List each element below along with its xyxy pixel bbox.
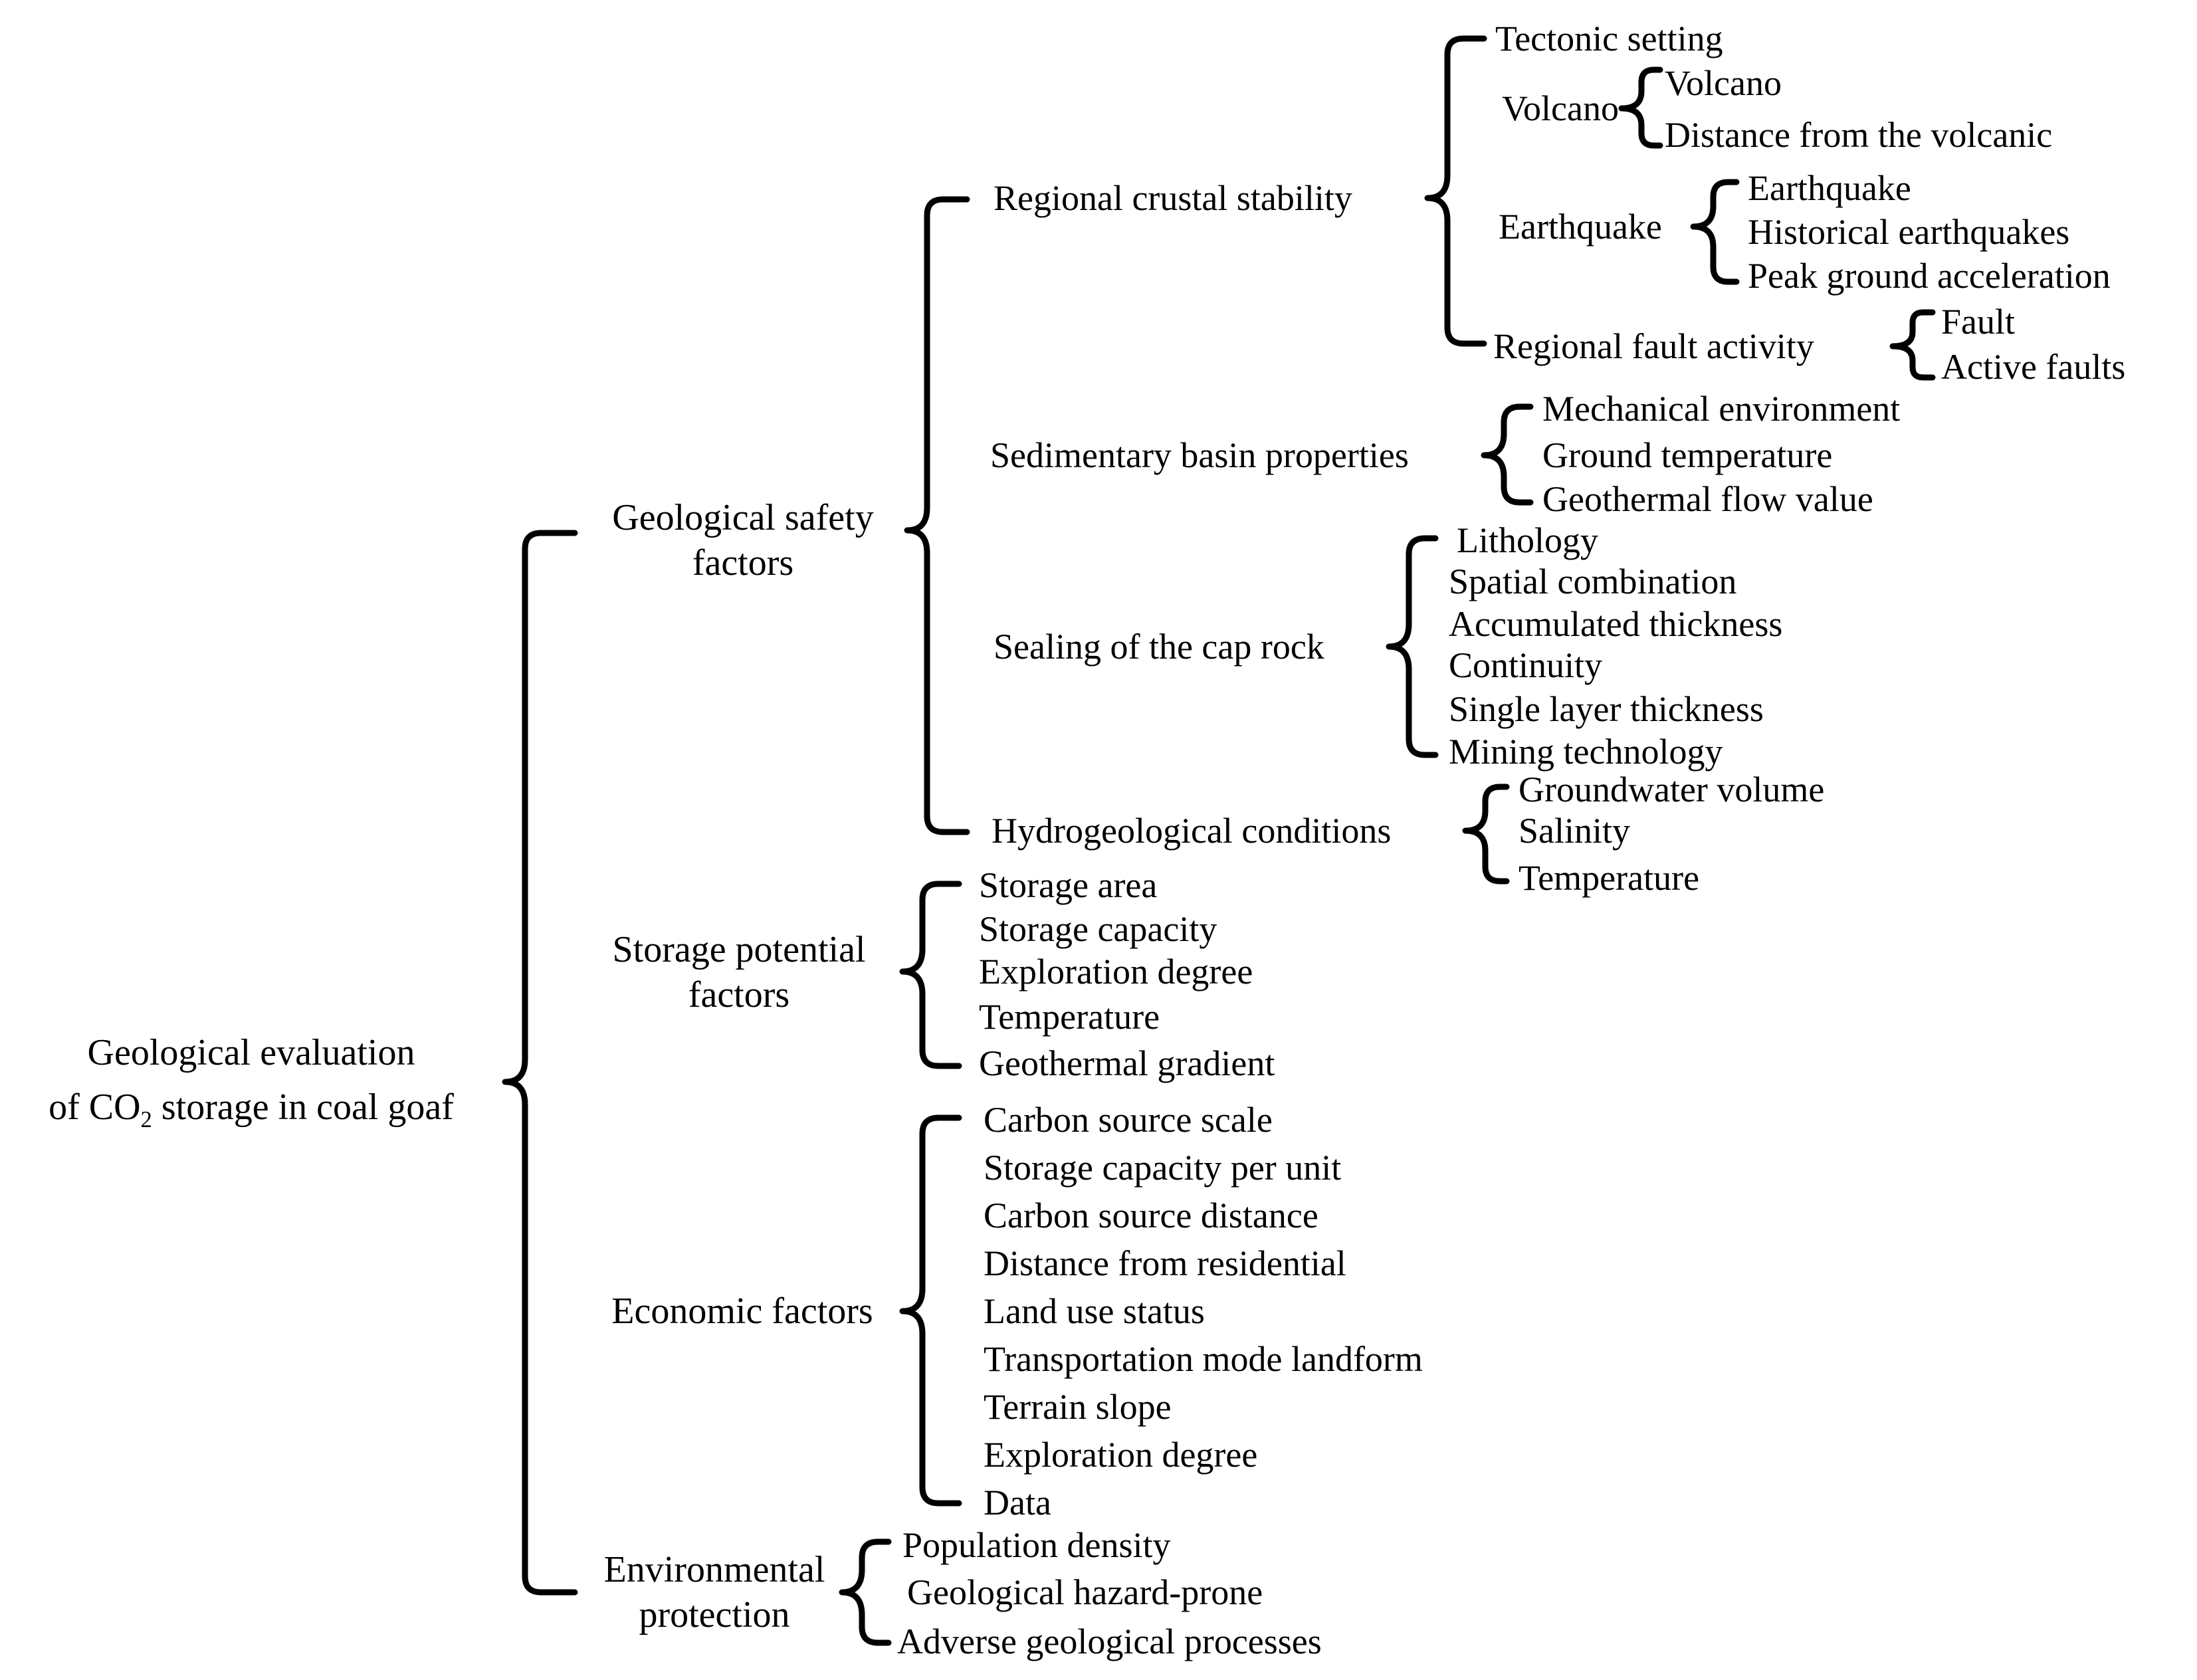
node-geological-safety-factors xyxy=(612,495,873,585)
node-storage-capacity: Storage capacity xyxy=(979,908,1217,949)
label-line: protection xyxy=(639,1594,790,1635)
node-sedimentary-basin-properties: Sedimentary basin properties xyxy=(990,435,1409,475)
node-regional-crustal-stability: Regional crustal stability xyxy=(994,177,1352,218)
curly-brace xyxy=(902,1118,959,1503)
node-land-use-status: Land use status xyxy=(984,1291,1205,1331)
node-earthquake: Earthquake xyxy=(1748,167,1911,208)
node-distance-from-the-volcanic: Distance from the volcanic xyxy=(1665,114,2053,155)
node-active-faults: Active faults xyxy=(1941,346,2126,387)
node-environmental-protection xyxy=(604,1547,825,1637)
node-sealing-of-the-cap-rock: Sealing of the cap rock xyxy=(994,626,1324,667)
node-storage-capacity-per-unit: Storage capacity per unit xyxy=(984,1147,1342,1188)
node-ground-temperature: Ground temperature xyxy=(1542,435,1833,475)
node-volcano: Volcano xyxy=(1665,62,1782,103)
curly-brace xyxy=(842,1542,889,1643)
node-fault: Fault xyxy=(1941,301,2016,342)
label-line: factors xyxy=(692,542,794,583)
node-single-layer-thickness: Single layer thickness xyxy=(1449,688,1764,729)
curly-brace xyxy=(1893,312,1933,377)
node-exploration-degree-economic: Exploration degree xyxy=(984,1434,1258,1475)
node-mechanical-environment: Mechanical environment xyxy=(1542,388,1901,429)
curly-brace xyxy=(1427,39,1484,344)
curly-brace xyxy=(1622,70,1660,146)
label-line: Environmental xyxy=(603,1549,825,1590)
node-storage-area: Storage area xyxy=(979,865,1158,905)
curly-brace xyxy=(907,199,967,832)
curly-brace xyxy=(902,884,959,1066)
label-line: factors xyxy=(688,974,790,1015)
node-spatial-combination: Spatial combination xyxy=(1449,561,1737,601)
node-hydrogeological-conditions: Hydrogeological conditions xyxy=(992,810,1392,851)
node-temperature-hydro: Temperature xyxy=(1518,857,1700,898)
node-mining-technology: Mining technology xyxy=(1449,731,1723,772)
root-label-line1: Geological evaluation xyxy=(87,1032,415,1073)
node-terrain-slope: Terrain slope xyxy=(984,1386,1172,1427)
node-storage-potential-factors xyxy=(612,927,865,1017)
label-line: Storage potential xyxy=(612,929,866,970)
node-groundwater-volume: Groundwater volume xyxy=(1518,769,1825,809)
node-economic-factors: Economic factors xyxy=(611,1291,873,1332)
node-temperature-storage: Temperature xyxy=(979,996,1160,1037)
co2-subscript: 2 xyxy=(140,1106,152,1133)
label-line: Geological safety xyxy=(612,497,874,538)
curly-brace xyxy=(1465,787,1507,881)
node-geothermal-gradient: Geothermal gradient xyxy=(979,1043,1275,1083)
root-label-line2: of $CO_2$ storage in coal goaf xyxy=(49,1087,454,1133)
node-carbon-source-scale: Carbon source scale xyxy=(984,1099,1273,1140)
node-adverse-geological-processes: Adverse geological processes xyxy=(897,1621,1322,1661)
node-data: Data xyxy=(984,1482,1051,1522)
node-salinity: Salinity xyxy=(1518,810,1631,851)
node-lithology: Lithology xyxy=(1457,520,1598,560)
node-geothermal-flow-value: Geothermal flow value xyxy=(1542,478,1873,519)
curly-brace xyxy=(505,533,575,1592)
node-continuity: Continuity xyxy=(1449,645,1603,685)
node-geological-hazard-prone: Geological hazard-prone xyxy=(907,1572,1263,1612)
node-historical-earthquakes: Historical earthquakes xyxy=(1748,211,2070,252)
node-root-geological-evaluation xyxy=(49,1025,454,1134)
node-population-density: Population density xyxy=(902,1524,1171,1565)
node-tectonic-setting: Tectonic setting xyxy=(1495,18,1723,58)
curly-brace xyxy=(1693,182,1736,282)
node-earthquake-group: Earthquake xyxy=(1499,206,1662,247)
node-regional-fault-activity: Regional fault activity xyxy=(1493,326,1814,366)
node-exploration-degree-storage: Exploration degree xyxy=(979,951,1253,992)
node-distance-from-residential: Distance from residential xyxy=(984,1243,1346,1283)
node-volcano-group: Volcano xyxy=(1502,88,1619,128)
node-accumulated-thickness: Accumulated thickness xyxy=(1449,603,1783,644)
node-peak-ground-acceleration: Peak ground acceleration xyxy=(1748,255,2111,296)
node-carbon-source-distance: Carbon source distance xyxy=(984,1195,1318,1235)
curly-brace xyxy=(1389,538,1435,755)
node-transportation-mode-landform: Transportation mode landform xyxy=(984,1338,1423,1379)
curly-brace xyxy=(1484,407,1530,502)
